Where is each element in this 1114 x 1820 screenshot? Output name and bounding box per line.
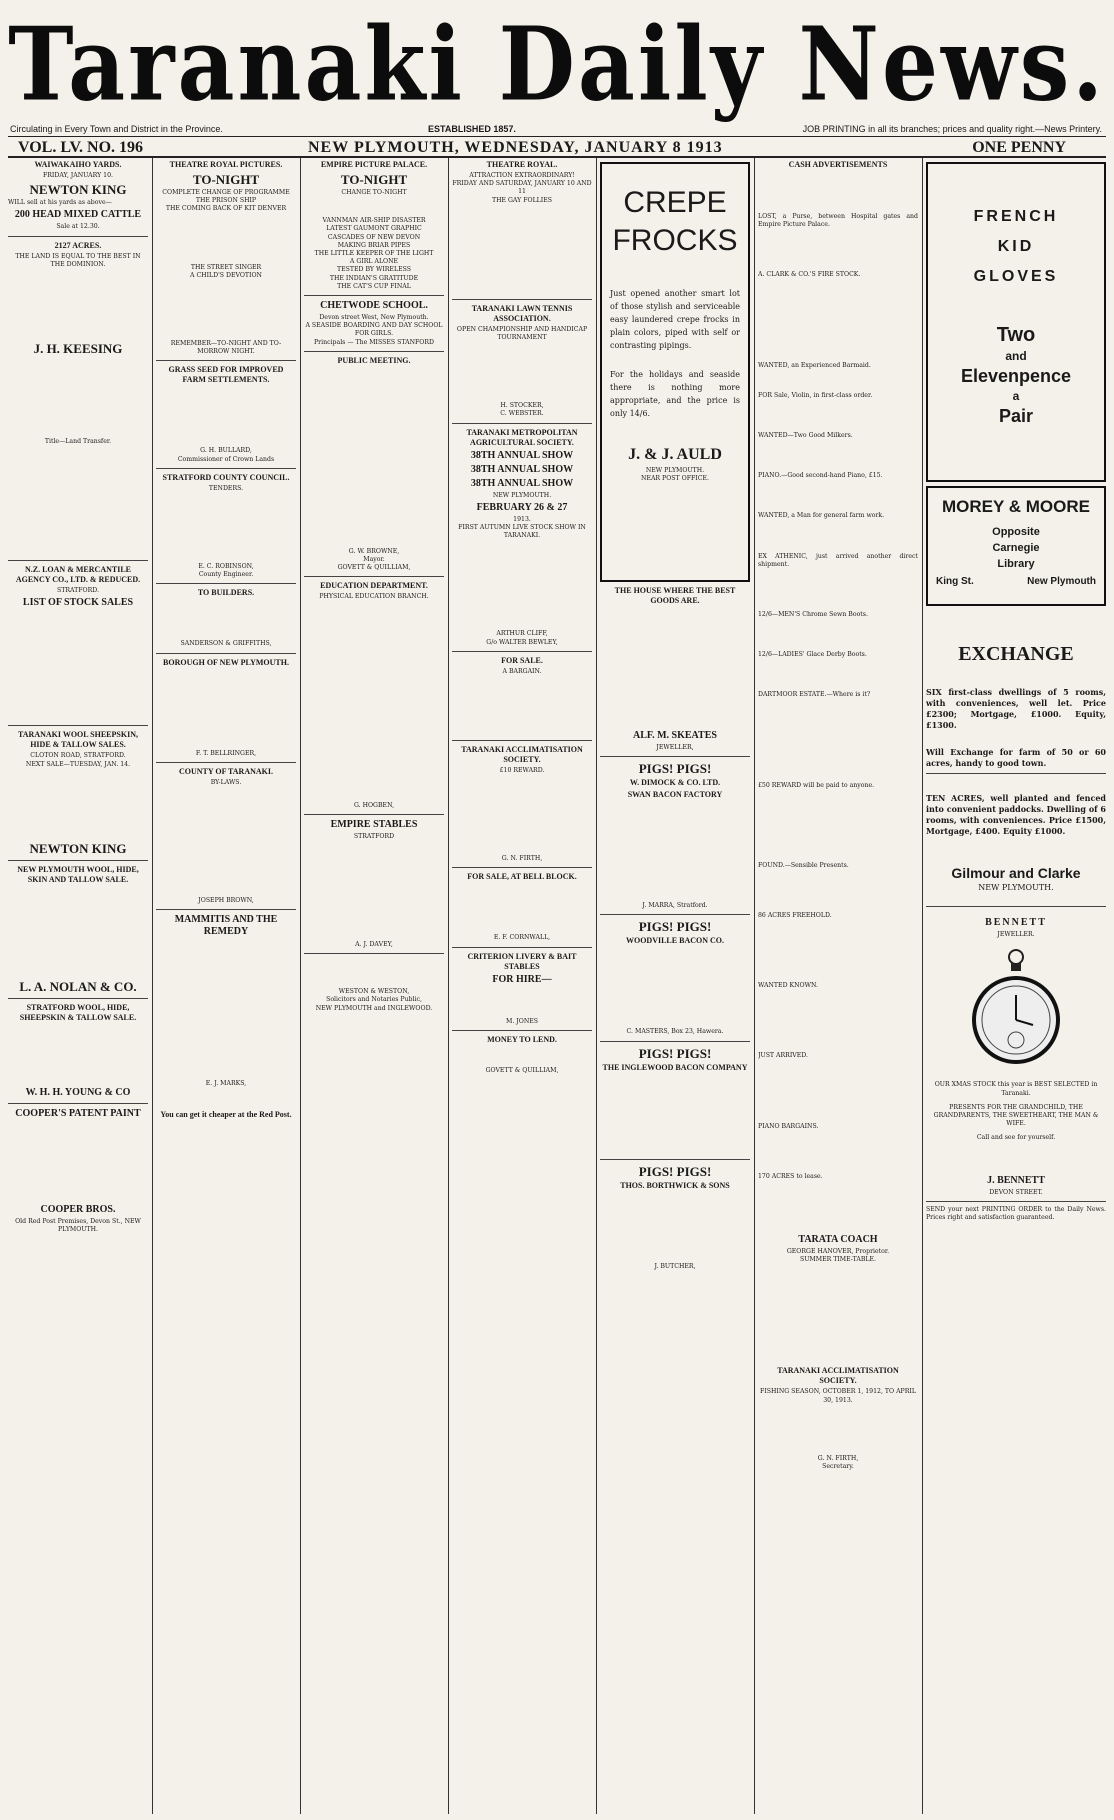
ad-heading: CASH ADVERTISEMENTS xyxy=(788,160,888,169)
ad-heading: TARANAKI WOOL SHEEPSKIN, HIDE & TALLOW SALES. xyxy=(18,730,138,750)
signatory-title: Mayor. xyxy=(363,556,385,564)
ad-text: REMEMBER—TO-NIGHT AND TO-MORROW NIGHT. xyxy=(170,340,282,356)
signatory-title: Commissioner of Crown Lands xyxy=(177,455,275,463)
ad-heading: EMPIRE PICTURE PALACE. xyxy=(320,160,428,169)
column-3 xyxy=(304,158,444,1814)
auctioneer-name: NEWTON KING xyxy=(29,182,127,198)
film-title: A GIRL ALONE xyxy=(349,258,399,266)
ad-text: A SEASIDE BOARDING AND DAY SCHOOL FOR GIRLS. xyxy=(305,322,443,338)
firm-name: THOS. BORTHWICK & SONS xyxy=(620,1180,730,1190)
ad-date: NEXT SALE—TUESDAY, JAN. 14. xyxy=(25,760,131,768)
film-title: TESTED BY WIRELESS xyxy=(337,266,411,274)
firm-name: BENNETT xyxy=(985,917,1047,929)
ad-heading: TARATA COACH xyxy=(798,1234,878,1246)
ad-heading: 2127 ACRES. xyxy=(54,240,102,250)
ad-heading: STRATFORD COUNTY COUNCIL. xyxy=(162,472,290,482)
ad-heading: TARANAKI LAWN TENNIS ASSOCIATION. xyxy=(471,303,573,323)
ad-text: CHANGE TO-NIGHT xyxy=(341,189,407,196)
ad-text: THE LAND IS EQUAL TO THE BEST IN THE DOMINION. xyxy=(15,252,141,268)
signatory: WESTON & WESTON, xyxy=(338,988,410,996)
ad-text: Just opened another smart lot of those stylish and serviceable easy laundered crepe frocks in plain colors, piped with self or contrasting pipings. xyxy=(610,289,740,350)
firm-name: Gilmour and Clarke xyxy=(951,865,1081,881)
signatory: M. JONES xyxy=(506,1017,538,1025)
signatory: G/o WALTER BEWLEY, xyxy=(486,638,558,646)
ad-heading: N.Z. LOAN & MERCANTILE AGENCY CO., LTD. & REDUCED. xyxy=(15,565,141,585)
dateline xyxy=(8,136,1106,158)
signatory: ARTHUR CLIFF, xyxy=(496,630,548,638)
ad-heading: THEATRE ROYAL. xyxy=(486,160,558,169)
classified-ad: 12/6—LADIES' Glace Derby Boots. xyxy=(758,651,867,659)
signatory: H. STOCKER, xyxy=(500,402,544,410)
ad-headline: FROCKS xyxy=(612,224,738,257)
classified-ad: PIANO.—Good second-hand Piano, £15. xyxy=(758,472,883,480)
classified-ad: £50 REWARD will be paid to anyone. xyxy=(758,781,875,789)
signatory: GOVETT & QUILLIAM, xyxy=(485,1066,559,1074)
ad-address: DEVON STREET. xyxy=(989,1188,1043,1196)
ad-headline: CREPE xyxy=(623,186,727,219)
signatory: J. BUTCHER, xyxy=(654,1262,696,1270)
ad-place: NEW PLYMOUTH. xyxy=(645,467,705,474)
price: ONE PENNY xyxy=(972,139,1066,156)
ad-heading: CRITERION LIVERY & BAIT STABLES xyxy=(467,951,577,971)
firm-name: ALF. M. SKEATES xyxy=(633,730,717,741)
ad-heading: PUBLIC MEETING. xyxy=(337,355,411,365)
ad-year: 1913. xyxy=(513,515,531,523)
signatory: G. H. BULLARD, xyxy=(200,447,252,455)
auctioneer-name: NEWTON KING xyxy=(29,840,127,856)
ad-text: OUR XMAS STOCK this year is BEST SELECTED in Taranaki. xyxy=(934,1081,1098,1097)
ad-text: COMPLETE CHANGE OF PROGRAMME xyxy=(162,189,290,196)
signatory-title: JEWELLER, xyxy=(656,744,694,751)
ad-date: FEBRUARY 26 & 27 xyxy=(476,501,568,513)
ad-address: New Plymouth xyxy=(1027,576,1096,587)
ad-price: Pair xyxy=(998,406,1034,426)
signatory-title: JEWELLER. xyxy=(997,931,1035,939)
ad-heading: TARANAKI METROPOLITAN AGRICULTURAL SOCIETY. xyxy=(466,427,578,447)
ad-subheading: £10 REWARD. xyxy=(499,767,545,775)
film-title: MAKING BRIAR PIPES xyxy=(337,241,411,249)
ad-heading: 38TH ANNUAL SHOW xyxy=(470,449,574,461)
classified-ad: A. CLARK & CO.'S FIRE STOCK. xyxy=(758,271,861,279)
ad-place: NEW PLYMOUTH. xyxy=(978,883,1054,892)
ad-heading: GRASS SEED FOR IMPROVED FARM SETTLEMENTS. xyxy=(168,365,284,385)
ad-place: NEW PLYMOUTH. xyxy=(492,491,552,499)
ad-heading: COUNTY OF TARANAKI. xyxy=(178,766,273,776)
classified-ad: 170 ACRES to lease. xyxy=(758,1172,823,1180)
signatory: G. HOGBEN, xyxy=(353,801,395,809)
classified-ad: WANTED—Two Good Milkers. xyxy=(758,432,853,440)
firm-name: L. A. NOLAN & CO. xyxy=(19,978,137,994)
ad-heading: STRATFORD WOOL, HIDE, SHEEPSKIN & TALLOW SALE. xyxy=(19,1002,137,1022)
film-title: THE CAT'S CUP FINAL xyxy=(337,282,411,290)
ad-heading: THEATRE ROYAL PICTURES. xyxy=(169,160,283,169)
auctioneer-name: J. H. KEESING xyxy=(33,341,123,357)
classified-ad: LOST, a Purse, between Hospital gates and Empire Picture Palace. xyxy=(758,213,918,229)
ad-heading: PIGS! PIGS! xyxy=(638,1045,712,1061)
ad-heading: FOR SALE. xyxy=(501,655,543,665)
volume-number: VOL. LV. NO. 196 xyxy=(18,139,144,156)
signatory: GEORGE HANOVER, Proprietor. xyxy=(786,1248,890,1256)
signatory-title: County Engineer. xyxy=(198,571,254,579)
firm-name: J. BENNETT xyxy=(987,1174,1045,1186)
ad-time: Sale at 12.30. xyxy=(56,223,100,231)
firm-name: WOODVILLE BACON CO. xyxy=(625,936,724,946)
ad-heading: TO-NIGHT xyxy=(192,172,260,187)
ad-heading: PIGS! PIGS! xyxy=(638,1163,712,1179)
signatory: G. N. FIRTH, xyxy=(817,1454,859,1462)
ad-subheading: TENDERS. xyxy=(208,484,244,492)
ad-heading: CHETWODE SCHOOL. xyxy=(320,300,428,312)
ad-heading: NEW PLYMOUTH WOOL, HIDE, SKIN AND TALLOW SALE. xyxy=(17,864,139,884)
ad-price: Elevenpence xyxy=(960,366,1072,386)
french-kid-gloves-ad xyxy=(926,162,1106,482)
ad-text: Title—Land Transfer. xyxy=(44,438,112,446)
ad-heading: MAMMITIS AND THE REMEDY xyxy=(174,914,278,938)
established-note: ESTABLISHED 1857. xyxy=(428,124,516,134)
ad-heading: 38TH ANNUAL SHOW xyxy=(470,477,574,489)
ad-heading: MONEY TO LEND. xyxy=(487,1034,557,1044)
ad-lot: 200 HEAD MIXED CATTLE xyxy=(14,209,142,221)
ad-address: King St. xyxy=(936,576,974,587)
film-title: THE LITTLE KEEPER OF THE LIGHT xyxy=(314,250,434,258)
signatory: G. N. FIRTH, xyxy=(501,855,543,863)
ad-text: OPEN CHAMPIONSHIP AND HANDICAP TOURNAMENT xyxy=(456,325,588,342)
film-title: THE COMING BACK OF KIT DENVER xyxy=(165,205,287,213)
ad-headline: EXCHANGE xyxy=(958,643,1074,665)
signatory: SANDERSON & GRIFFITHS, xyxy=(180,640,272,648)
ad-heading: FOR SALE, AT BELL BLOCK. xyxy=(467,872,577,882)
ad-heading: TARANAKI ACCLIMATISATION SOCIETY. xyxy=(461,745,583,765)
ad-heading: TO BUILDERS. xyxy=(197,588,255,598)
film-title: A CHILD'S DEVOTION xyxy=(190,271,262,279)
classified-ad: EX ATHENIC, just arrived another direct shipment. xyxy=(758,552,918,568)
film-title: CASCADES OF NEW DEVON xyxy=(327,233,421,241)
classified-ad: WANTED, an Experienced Barmaid. xyxy=(758,361,871,369)
ad-heading: PIGS! PIGS! xyxy=(638,761,712,777)
pocket-watch-icon xyxy=(971,945,1061,1075)
firm-name: W. DIMOCK & CO. LTD. xyxy=(629,778,721,788)
ad-place: CLOTON ROAD, STRATFORD. xyxy=(30,752,126,760)
ad-heading: LIST OF STOCK SALES xyxy=(22,597,134,609)
firm-name: W. H. H. YOUNG & CO xyxy=(25,1086,131,1098)
column-4 xyxy=(452,158,592,1814)
ad-heading: WAIWAKAIHO YARDS. xyxy=(34,160,122,169)
film-title: THE PRISON SHIP xyxy=(195,197,257,205)
signatory: E. F. CORNWALL, xyxy=(493,934,551,942)
classified-ad: FOUND.—Sensible Presents. xyxy=(758,861,849,869)
place-date: NEW PLYMOUTH, WEDNESDAY, JANUARY 8 1913 xyxy=(308,139,723,156)
signatory: J. MARRA, Stratford. xyxy=(642,902,708,910)
classified-ad: 86 ACRES FREEHOLD. xyxy=(758,912,832,920)
ad-subheading: SUMMER TIME-TABLE. xyxy=(799,1256,877,1264)
ad-price: Two xyxy=(996,324,1036,346)
ad-address: NEAR POST OFFICE. xyxy=(641,475,709,483)
ad-text: Principals — The MISSES STANFORD xyxy=(314,338,434,346)
column-7 xyxy=(926,158,1106,1814)
newspaper-title: Taranaki Daily News. xyxy=(8,4,1106,124)
column-1 xyxy=(8,158,148,1814)
ad-text: You can get it cheaper at the Red Post. xyxy=(160,1110,292,1120)
ad-text: SIX first-class dwellings of 5 rooms, with conveniences, well let. Price £2300; Mortgage, £1000. Equity, £1300. xyxy=(926,687,1106,730)
ad-text: TEN ACRES, well planted and fenced into convenient paddocks. Dwelling of 6 rooms, with conveniences. Price £1500, Mortgage, £400. Equity £1000. xyxy=(926,793,1106,836)
masthead xyxy=(8,4,1106,156)
ad-price: a xyxy=(1012,389,1020,403)
signatory: A. J. DAVEY, xyxy=(355,941,393,949)
ad-address: Devon street West, New Plymouth. xyxy=(319,314,429,322)
ad-subheading: BY-LAWS. xyxy=(210,778,242,786)
ad-heading: TO-NIGHT xyxy=(340,172,408,187)
signatory: JOSEPH BROWN, xyxy=(198,897,254,905)
ad-text: PRESENTS FOR THE GRANDCHILD, THE GRANDPARENTS, THE SWEETHEART, THE MAN & WIFE. xyxy=(933,1103,1099,1128)
classified-ad: WANTED, a Man for general farm work. xyxy=(758,512,885,520)
signatory: E. J. MARKS, xyxy=(205,1080,247,1088)
ad-place: STRATFORD. xyxy=(56,587,99,595)
ad-text: ATTRACTION EXTRAORDINARY! xyxy=(469,172,575,179)
ad-date: FRIDAY AND SATURDAY, JANUARY 10 AND 11 xyxy=(452,180,592,196)
circulation-note: Circulating in Every Town and District in the Province. xyxy=(10,124,223,134)
signatory: C. MASTERS, Box 23, Hawera. xyxy=(626,1028,724,1036)
crepe-frocks-ad xyxy=(600,162,750,582)
film-title: LATEST GAUMONT GRAPHIC xyxy=(326,225,422,233)
classified-ad: PIANO BARGAINS. xyxy=(758,1122,819,1130)
ad-heading: FOR HIRE— xyxy=(492,973,552,985)
film-title: VANNMAN AIR-SHIP DISASTER xyxy=(322,217,426,225)
morey-moore-ad xyxy=(926,486,1106,606)
ad-text: WILL sell at his yards as above— xyxy=(8,199,112,207)
ad-price: and xyxy=(1005,349,1027,363)
ad-heading: TARANAKI ACCLIMATISATION SOCIETY. xyxy=(777,1366,899,1386)
ad-headline: FRENCH xyxy=(973,208,1059,225)
signatory: C. WEBSTER. xyxy=(500,410,544,418)
firm-name: COOPER BROS. xyxy=(40,1203,116,1215)
job-printing-note: JOB PRINTING in all its branches; prices and quality right.—News Printery. xyxy=(802,124,1102,134)
ad-heading: 38TH ANNUAL SHOW xyxy=(470,463,574,475)
ad-address: Opposite xyxy=(992,526,1040,538)
columns xyxy=(8,158,1106,1814)
ad-address: Carnegie xyxy=(992,542,1040,554)
ad-heading: BOROUGH OF NEW PLYMOUTH. xyxy=(163,657,289,667)
ad-text: Call and see for yourself. xyxy=(976,1134,1056,1142)
column-6 xyxy=(758,158,918,1814)
ad-headline: GLOVES xyxy=(973,268,1059,285)
ad-heading: EDUCATION DEPARTMENT. xyxy=(320,581,428,591)
signatory: E. C. ROBINSON, xyxy=(198,563,254,571)
ad-text: THE GAY FOLLIES xyxy=(491,196,552,204)
ad-text: FISHING SEASON, OCTOBER 1, 1912, TO APRIL 30, 1913. xyxy=(760,1388,916,1404)
ad-heading: EMPIRE STABLES xyxy=(330,818,418,830)
firm-name: MOREY & MOORE xyxy=(942,497,1090,516)
classified-ad: FOR Sale, Violin, in first-class order. xyxy=(758,391,873,399)
ad-place: NEW PLYMOUTH and INGLEWOOD. xyxy=(315,1004,433,1012)
firm-name: J. & J. AULD xyxy=(628,446,722,463)
ad-subheading: A BARGAIN. xyxy=(502,667,542,675)
firm-name: THE INGLEWOOD BACON COMPANY xyxy=(602,1062,748,1072)
ad-text: Will Exchange for farm of 50 or 60 acres, handy to good town. xyxy=(926,747,1106,768)
film-title: THE STREET SINGER xyxy=(190,263,262,271)
signatory-title: Secretary. xyxy=(822,1463,854,1471)
ad-address: Old Red Post Premises, Devon St., NEW PLYMOUTH. xyxy=(15,1217,141,1234)
column-5 xyxy=(600,158,750,1814)
ad-heading: COOPER'S PATENT PAINT xyxy=(15,1107,141,1119)
ad-heading: PIGS! PIGS! xyxy=(638,919,712,935)
classified-ad: WANTED KNOWN. xyxy=(758,982,818,990)
ad-text: FIRST AUTUMN LIVE STOCK SHOW IN TARANAKI. xyxy=(458,524,586,540)
ad-subheading: PHYSICAL EDUCATION BRANCH. xyxy=(319,593,429,601)
ad-address: Library xyxy=(997,558,1035,570)
ad-text: SEND your next PRINTING ORDER to the Daily News. Prices right and satisfaction guaranteed. xyxy=(926,1205,1106,1222)
signatory: G. W. BROWNE, xyxy=(348,547,400,555)
firm-name: SWAN BACON FACTORY xyxy=(627,790,723,800)
classified-ad: DARTMOOR ESTATE.—Where is it? xyxy=(758,691,871,699)
ad-place: STRATFORD xyxy=(353,832,395,840)
classified-ad: 12/6—MEN'S Chrome Sewn Boots. xyxy=(758,611,868,619)
signatory-title: Solicitors and Notaries Public, xyxy=(326,996,422,1004)
signatory: F. T. BELLRINGER, xyxy=(195,749,257,757)
ad-headline: KID xyxy=(997,238,1035,255)
ad-text: For the holidays and seaside there is nothing more appropriate, and the price is only 14/6. xyxy=(610,370,740,418)
ad-date: FRIDAY, JANUARY 10. xyxy=(42,172,113,179)
signatory: GOVETT & QUILLIAM, xyxy=(337,564,411,572)
film-title: THE INDIAN'S GRATITUDE xyxy=(329,274,419,282)
classified-ad: JUST ARRIVED. xyxy=(758,1052,808,1060)
column-2 xyxy=(156,158,296,1814)
ad-heading: THE HOUSE WHERE THE BEST GOODS ARE. xyxy=(614,586,736,605)
